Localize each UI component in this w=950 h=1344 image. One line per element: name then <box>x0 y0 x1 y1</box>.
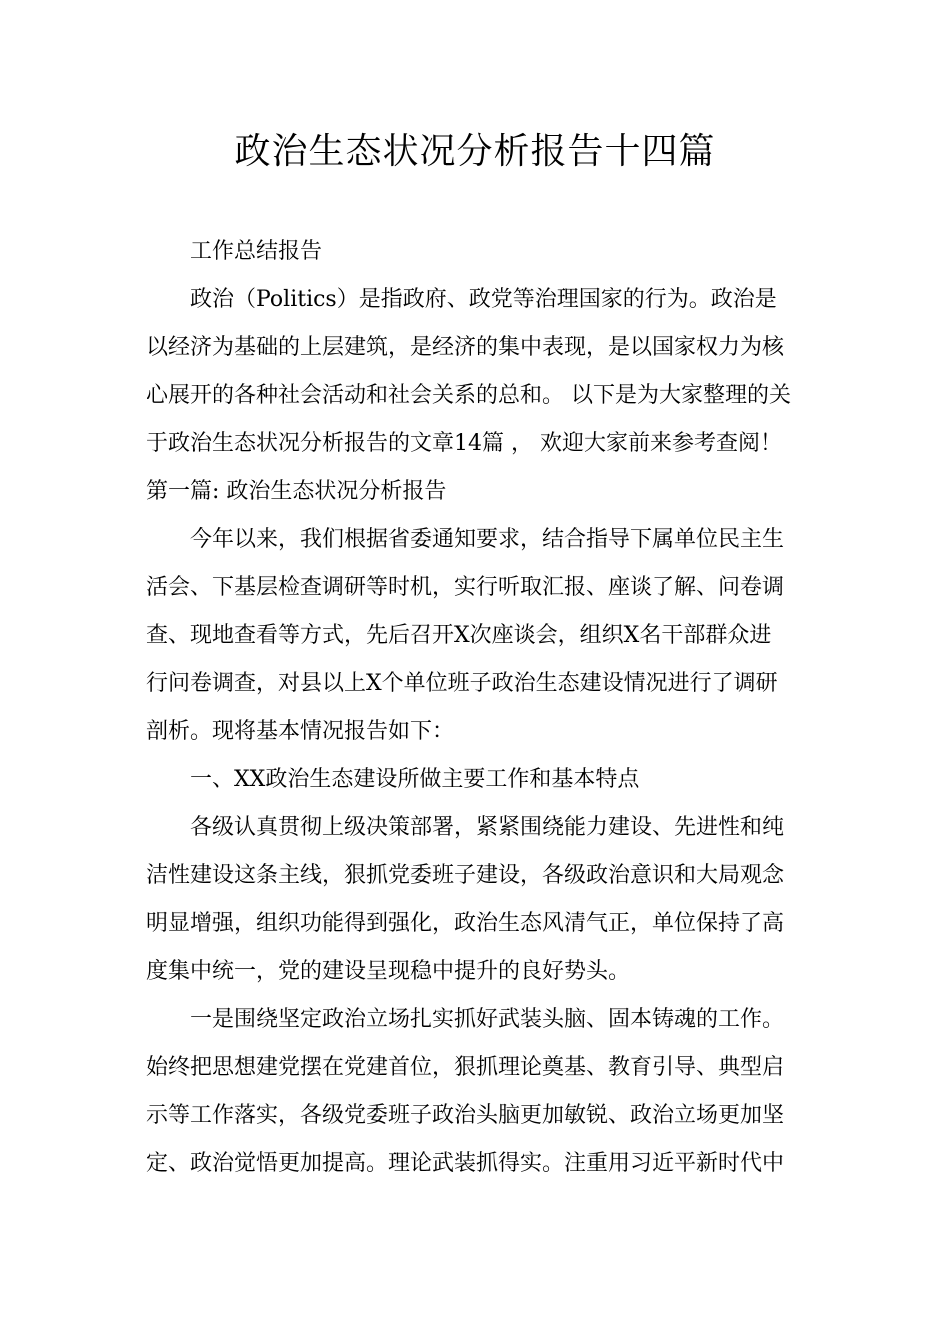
text-line: 明显增强，组织功能得到强化，政治生态风清气正，单位保持了高 <box>146 911 785 936</box>
text-line: 工作总结报告 <box>190 239 323 264</box>
text-line: 行问卷调查，对县以上X个单位班子政治生态建设情况进行了调研 <box>146 671 778 696</box>
document-body <box>146 228 806 1188</box>
section-heading: 第一篇: 政治生态状况分析报告 <box>146 479 447 504</box>
text-line: 于政治生态状况分析报告的文章14篇 ， 欢迎大家前来参考查阅！ <box>146 431 782 456</box>
text-line: 今年以来，我们根据省委通知要求，结合指导下属单位民主生 <box>190 527 785 552</box>
text-line: 活会、下基层检查调研等时机，实行听取汇报、座谈了解、问卷调 <box>146 575 785 600</box>
text-line: 剖析。现将基本情况报告如下： <box>146 719 455 744</box>
text-line: 政治（Politics）是指政府、政党等治理国家的行为。政治是 <box>190 287 777 312</box>
document-title: 政治生态状况分析报告十四篇 <box>234 131 716 172</box>
text-line: 以经济为基础的上层建筑，是经济的集中表现，是以国家权力为核 <box>146 335 785 360</box>
text-line: 心展开的各种社会活动和社会关系的总和。 以下是为大家整理的关 <box>146 383 791 408</box>
text-line: 各级认真贯彻上级决策部署，紧紧围绕能力建设、先进性和纯 <box>190 815 785 840</box>
text-line: 始终把思想建党摆在党建首位，狠抓理论奠基、教育引导、典型启 <box>146 1055 785 1080</box>
text-line: 示等工作落实，各级党委班子政治头脑更加敏锐、政治立场更加坚 <box>146 1103 785 1128</box>
subsection-heading: 一、XX政治生态建设所做主要工作和基本特点 <box>190 767 640 792</box>
text-line: 一是围绕坚定政治立场扎实抓好武装头脑、固本铸魂的工作。 <box>190 1007 785 1032</box>
text-line: 度集中统一，党的建设呈现稳中提升的良好势头。 <box>146 959 631 984</box>
text-line: 洁性建设这条主线，狠抓党委班子建设，各级政治意识和大局观念 <box>146 863 785 888</box>
text-line: 定、政治觉悟更加提高。理论武装抓得实。注重用习近平新时代中 <box>146 1151 785 1176</box>
text-line: 查、现地查看等方式，先后召开X次座谈会，组织X名干部群众进 <box>146 623 772 648</box>
